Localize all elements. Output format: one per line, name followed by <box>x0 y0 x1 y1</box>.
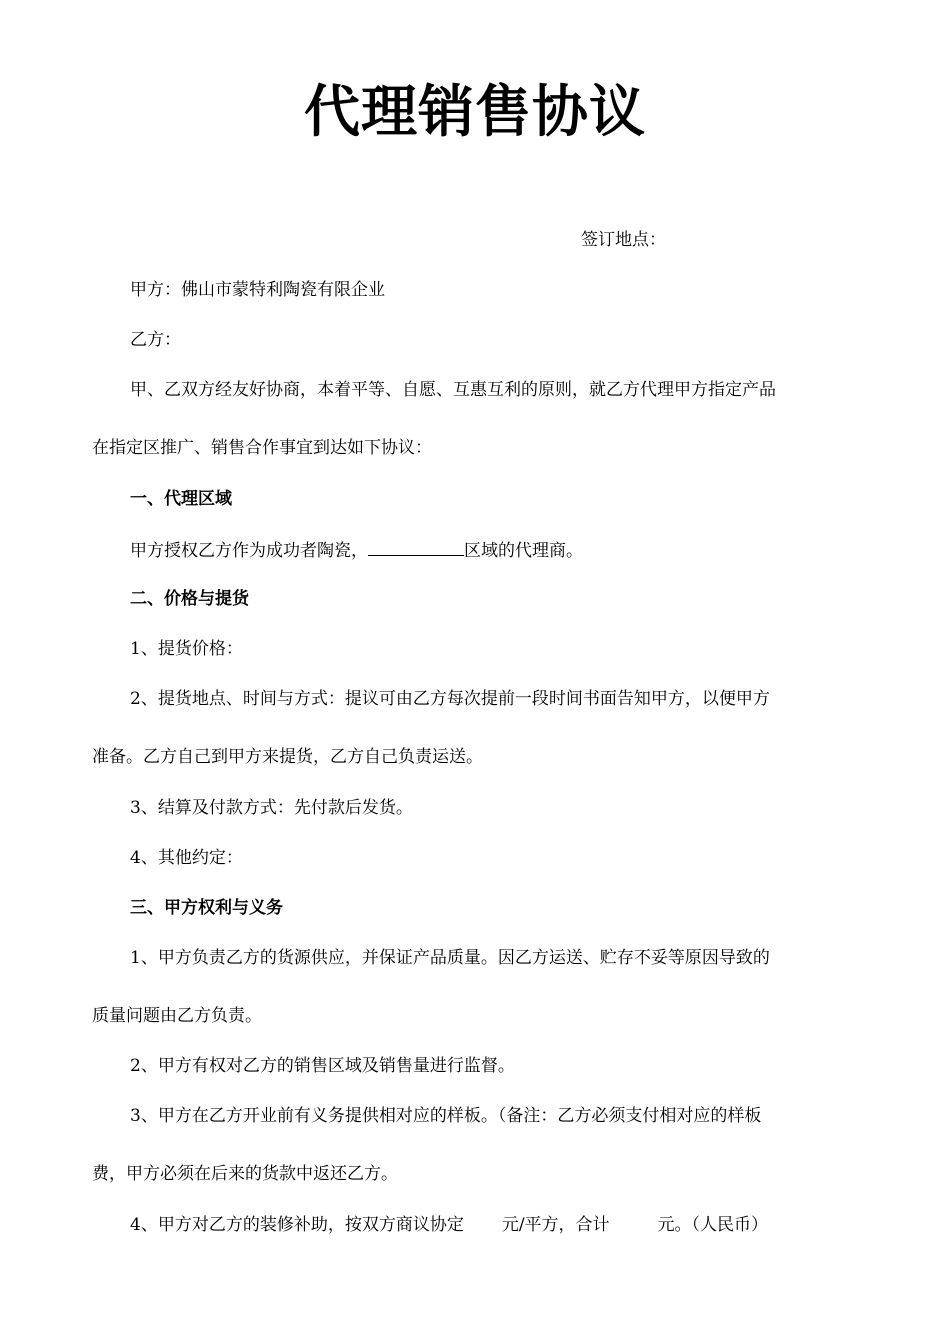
region-blank <box>368 537 464 556</box>
party-a: 甲方：佛山市蒙特利陶瓷有限企业 <box>130 280 385 300</box>
section-1-text-before: 甲方授权乙方作为成功者陶瓷， <box>130 541 368 561</box>
section-1-text-after: 区域的代理商。 <box>464 541 583 561</box>
section-2-item-2-line-2: 准备。乙方自己到甲方来提货，乙方自己负责运送。 <box>92 747 483 767</box>
section-3-item-1-line-2: 质量问题由乙方负责。 <box>92 1006 262 1026</box>
intro-line-2: 在指定区推广、销售合作事宜到达如下协议： <box>92 438 432 458</box>
section-2-heading: 二、价格与提货 <box>130 589 249 609</box>
signing-place-label: 签订地点： <box>581 230 666 250</box>
section-3-item-1-line-1: 1、甲方负责乙方的货源供应，并保证产品质量。因乙方运送、贮存不妥等原因导致的 <box>130 948 770 968</box>
party-b: 乙方： <box>130 330 181 350</box>
section-3-item-3-line-2: 费，甲方必须在后来的货款中返还乙方。 <box>92 1164 398 1184</box>
section-1-heading: 一、代理区域 <box>130 489 232 509</box>
section-3-item-4 <box>130 1213 768 1237</box>
section-1-text <box>130 537 583 563</box>
section-3-item-4-part-2: 元/平方，合计 <box>501 1215 610 1235</box>
intro-line-1: 甲、乙双方经友好协商，本着平等、自愿、互惠互利的原则，就乙方代理甲方指定产品 <box>130 380 776 400</box>
section-2-item-4: 4、其他约定： <box>130 848 243 868</box>
section-3-heading: 三、甲方权利与义务 <box>130 898 283 918</box>
section-2-item-1: 1、提货价格： <box>130 639 243 659</box>
section-3-item-3-line-1: 3、甲方在乙方开业前有义务提供相对应的样板。（备注：乙方必须支付相对应的样板 <box>130 1106 762 1126</box>
document-title: 代理销售协议 <box>304 80 646 145</box>
section-2-item-2-line-1: 2、提货地点、时间与方式：提议可由乙方每次提前一段时间书面告知甲方，以便甲方 <box>130 689 770 709</box>
section-2-item-3: 3、结算及付款方式：先付款后发货。 <box>130 798 413 818</box>
section-3-item-4-part-1: 4、甲方对乙方的装修补助，按双方商议协定 <box>130 1215 464 1235</box>
section-3-item-2: 2、甲方有权对乙方的销售区域及销售量进行监督。 <box>130 1056 515 1076</box>
section-3-item-4-part-3: 元。（人民币） <box>657 1215 769 1235</box>
